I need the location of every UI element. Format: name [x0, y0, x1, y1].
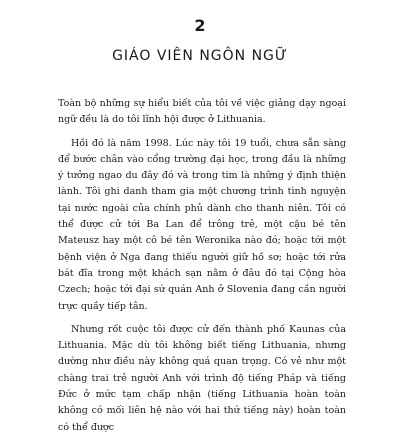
- paragraph: Nhưng rốt cuộc tôi được cử đến thành phố Kaunas của Lithuania. Mặc dù tôi không biết tiếng Lithuania, nhưng dường như điều này không quá quan trọng. Có vẻ như một chàng trai trẻ người Anh với trình độ tiếng Pháp và tiếng Đức ở mức tạm chấp nhận (tiếng Lithuania hoàn toàn không có mối liên hệ nào với hai thứ tiếng này) hoàn toàn có thể được: [58, 323, 346, 433]
- chapter-number: 2: [194, 16, 206, 35]
- chapter-title: GIÁO VIÊN NGÔN NGỮ: [112, 48, 288, 64]
- paragraph: Toàn bộ những sự hiểu biết của tôi về việc giảng dạy ngoại ngữ đều là do tôi lĩnh hội được ở Lithuania.: [58, 98, 346, 126]
- chapter-body: [58, 96, 346, 443]
- paragraph: Hồi đó là năm 1998. Lúc này tôi 19 tuổi, chưa sẵn sàng để bước chân vào cổng trường đại học, trong đầu là những ý tưởng ngao du đây đó và trong tim là những ý định thiện lành. Tôi ghi danh tham gia một chương trình tình nguyện tại nước ngoài của chính phủ dành cho thanh niên. Tôi có thể được cử tới Ba Lan để trông trẻ, một cậu bé tên Mateusz hay một cô bé tên Weronika nào đó; hoặc tới một bệnh viện ở Nga đang thiếu người giữ hồ sơ; hoặc tới rửa bát đĩa trong một khách sạn nằm ở đâu đó tại Cộng hòa Czech; hoặc tới đại sứ quán Anh ở Slovenia đang cần người trực quầy tiếp tân.: [58, 137, 346, 312]
